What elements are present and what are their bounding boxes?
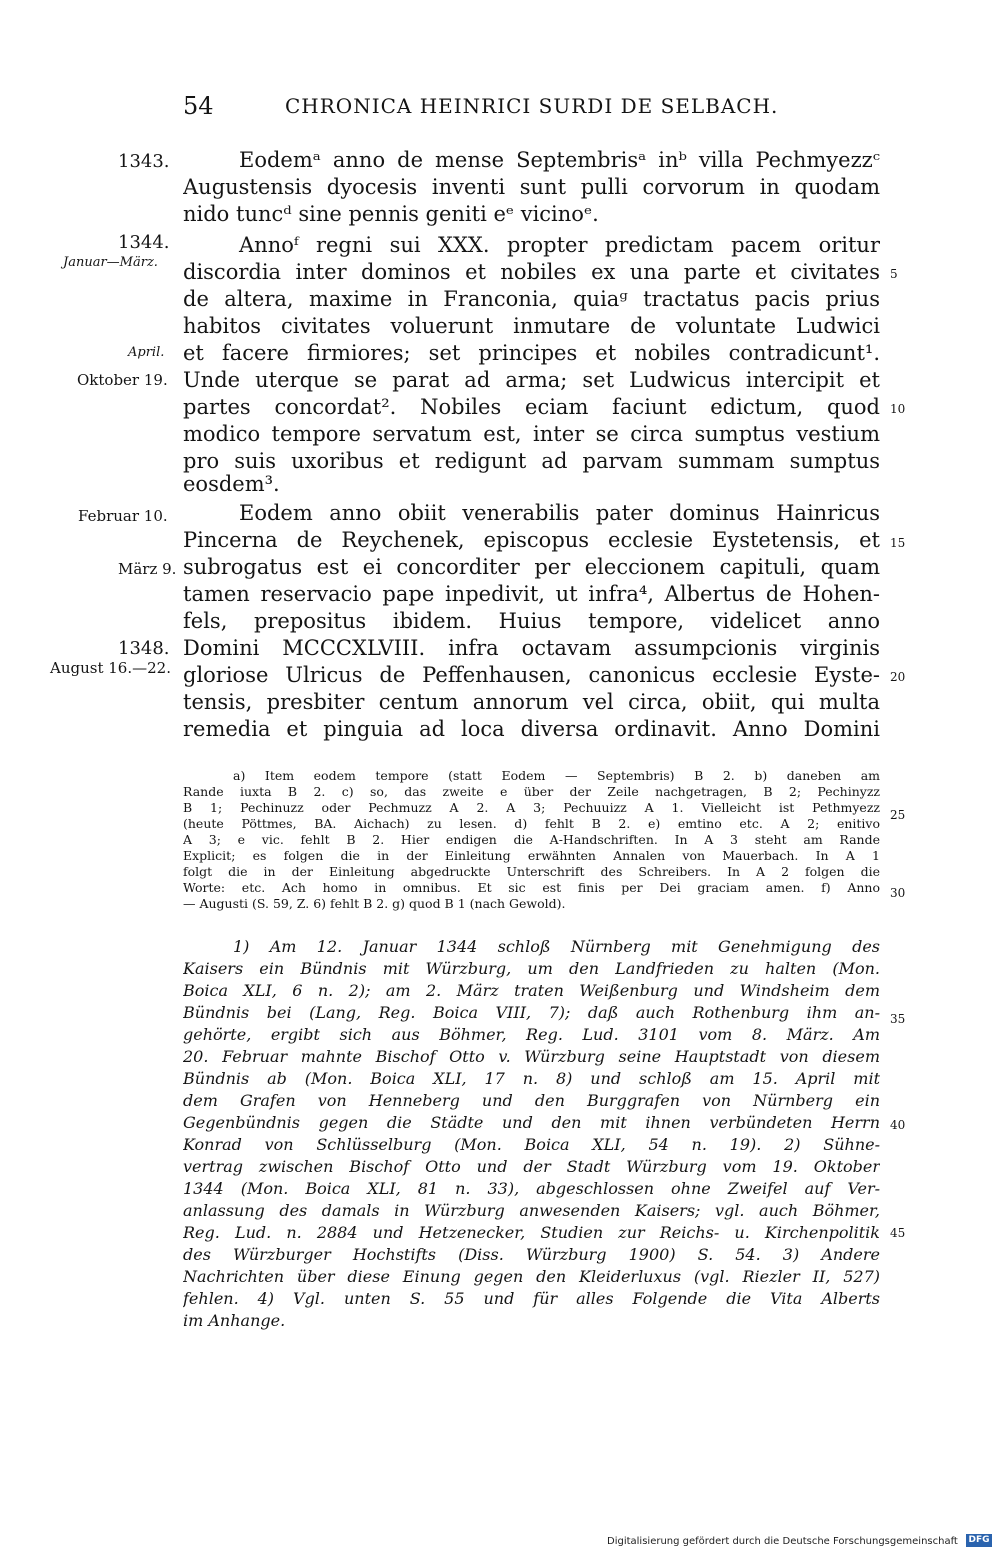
footnote-line: anlassung des damals in Würzburg anwesenden Kaisers; vgl. auch Böhmer, <box>183 1201 880 1220</box>
line-number: 5 <box>890 267 898 281</box>
apparatus-line: Worte: etc. Ach homo in omnibus. Et sic est finis per Dei graciam amen. f) Anno <box>183 880 880 895</box>
main-text-line: nido tuncᵈ sine pennis geniti eᵉ vicinoᵉ. <box>183 202 599 226</box>
main-text-line: Domini MCCCXLVIII. infra octavam assumpcionis virginis <box>183 636 880 660</box>
main-text-line: partes concordat². Nobiles eciam faciunt edictum, quod <box>183 395 880 419</box>
footnote-line: Bündnis ab (Mon. Boica XLI, 17 n. 8) und schloß am 15. April mit <box>183 1069 880 1088</box>
line-number: 10 <box>890 402 906 416</box>
footnote-line: dem Grafen von Henneberg und den Burggrafen von Nürnberg ein <box>183 1091 880 1110</box>
apparatus-line: a) Item eodem tempore (statt Eodem — Septembris) B 2. b) daneben am <box>233 768 880 783</box>
margin-date: Oktober 19. <box>77 371 168 389</box>
main-text-line: Pincerna de Reychenek, episcopus ecclesie Eystetensis, et <box>183 528 880 552</box>
main-text-line: fels, prepositus ibidem. Huius tempore, videlicet anno <box>183 609 880 633</box>
apparatus-line: (heute Pöttmes, BA. Aichach) zu lesen. d) fehlt B 2. e) emtino etc. A 2; enitivo <box>183 816 880 831</box>
main-text-line: habitos civitates voluerunt inmutare de voluntate Ludwici <box>183 314 880 338</box>
main-text-line: remedia et pinguia ad loca diversa ordinavit. Anno Domini <box>183 717 880 741</box>
footnote-line: Boica XLI, 6 n. 2); am 2. März traten Weißenburg und Windsheim dem <box>183 981 880 1000</box>
apparatus-line: Rande iuxta B 2. c) so, das zweite e über der Zeile nachgetragen, B 2; Pechinyzz <box>183 784 880 799</box>
footnote-line: 1344 (Mon. Boica XLI, 81 n. 33), abgeschlossen ohne Zweifel auf Ver- <box>183 1179 880 1198</box>
footnote-line: vertrag zwischen Bischof Otto und der Stadt Würzburg vom 19. Oktober <box>183 1157 880 1176</box>
line-number: 40 <box>890 1118 906 1132</box>
line-number: 30 <box>890 886 906 900</box>
footnote-line: Bündnis bei (Lang, Reg. Boica VIII, 7); daß auch Rothenburg ihm an- <box>183 1003 880 1022</box>
apparatus-line: A 3; e vic. fehlt B 2. Hier endigen die A-Handschriften. In A 3 steht am Rande <box>183 832 880 847</box>
footnote-line: 20. Februar mahnte Bischof Otto v. Würzburg seine Hauptstadt von diesem <box>183 1047 880 1066</box>
margin-date: Februar 10. <box>78 507 168 525</box>
margin-date: 1343. <box>118 151 170 172</box>
footnote-line: fehlen. 4) Vgl. unten S. 55 und für alles Folgende die Vita Alberts <box>183 1289 880 1308</box>
line-number: 35 <box>890 1012 906 1026</box>
footnote-line: Gegenbündnis gegen die Städte und den mit ihnen verbündeten Herrn <box>183 1113 880 1132</box>
main-text-line: Unde uterque se parat ad arma; set Ludwicus intercipit et <box>183 368 880 392</box>
margin-date: 1348. <box>118 638 170 659</box>
main-text-line: Eodem anno obiit venerabilis pater dominus Hainricus <box>239 501 880 525</box>
footnote-line: 1) Am 12. Januar 1344 schloß Nürnberg mit Genehmigung des <box>233 937 880 956</box>
main-text-line: de altera, maxime in Franconia, quiaᵍ tractatus pacis prius <box>183 287 880 311</box>
main-text-line: et facere firmiores; set principes et nobiles contradicunt¹. <box>183 341 880 365</box>
line-number: 45 <box>890 1226 906 1240</box>
apparatus-line: — Augusti (S. 59, Z. 6) fehlt B 2. g) quod B 1 (nach Gewold). <box>183 896 566 911</box>
running-title: CHRONICA HEINRICI SURDI DE SELBACH. <box>285 94 779 118</box>
page-header <box>0 0 1000 140</box>
apparatus-line: B 1; Pechinuzz oder Pechmuzz A 2. A 3; Pechuuizz A 1. Vielleicht ist Pethmyezz <box>183 800 880 815</box>
line-number: 20 <box>890 670 906 684</box>
apparatus-line: Explicit; es folgen die in der Einleitung erwähnten Annalen von Mauerbach. In A 1 <box>183 848 880 863</box>
footnote-line: des Würzburger Hochstifts (Diss. Würzburg 1900) S. 54. 3) Andere <box>183 1245 880 1264</box>
main-text-line: Augustensis dyocesis inventi sunt pulli corvorum in quodam <box>183 175 880 199</box>
margin-date: April. <box>128 345 165 360</box>
footnote-line: Konrad von Schlüsselburg (Mon. Boica XLI, 54 n. 19). 2) Sühne- <box>183 1135 880 1154</box>
margin-date: März 9. <box>118 560 177 578</box>
margin-date: August 16.—22. <box>50 659 171 677</box>
footnote-line: gehörte, ergibt sich aus Böhmer, Reg. Lud. 3101 vom 8. März. Am <box>183 1025 880 1044</box>
main-text-line: eosdem³. <box>183 472 280 496</box>
margin-date: Januar—März. <box>63 255 158 270</box>
main-text-line: pro suis uxoribus et redigunt ad parvam summam sumptus <box>183 449 880 473</box>
main-text-line: discordia inter dominos et nobiles ex una parte et civitates <box>183 260 880 284</box>
main-text-line: tamen reservacio pape inpedivit, ut infra⁴, Albertus de Hohen- <box>183 582 880 606</box>
footnote-line: Kaisers ein Bündnis mit Würzburg, um den Landfrieden zu halten (Mon. <box>183 959 880 978</box>
footnote-line: Nachrichten über diese Einung gegen den Kleiderluxus (vgl. Riezler II, 527) <box>183 1267 880 1286</box>
main-text-line: Annoᶠ regni sui XXX. propter predictam pacem oritur <box>239 233 880 257</box>
dfg-logo: DFG <box>966 1534 992 1547</box>
main-text-line: gloriose Ulricus de Peffenhausen, canonicus ecclesie Eyste- <box>183 663 880 687</box>
page-number: 54 <box>183 92 214 120</box>
footnote-line: Reg. Lud. n. 2884 und Hetzenecker, Studien zur Reichs- u. Kirchenpolitik <box>183 1223 880 1242</box>
footnote-line: im Anhange. <box>183 1311 286 1330</box>
main-text-line: modico tempore servatum est, inter se circa sumptus vestium <box>183 422 880 446</box>
main-text-line: tensis, presbiter centum annorum vel circa, obiit, qui multa <box>183 690 880 714</box>
main-text-line: subrogatus est ei concorditer per eleccionem capituli, quam <box>183 555 880 579</box>
margin-date: 1344. <box>118 232 170 253</box>
apparatus-line: folgt die in der Einleitung abgedruckte Unterschrift des Schreibers. In A 2 folgen die <box>183 864 880 879</box>
line-number: 15 <box>890 536 906 550</box>
funding-note: Digitalisierung gefördert durch die Deutsche Forschungsgemeinschaft <box>607 1536 958 1547</box>
line-number: 25 <box>890 808 906 822</box>
main-text-line: Eodemᵃ anno de mense Septembrisᵃ inᵇ villa Pechmyezzᶜ <box>239 148 880 172</box>
